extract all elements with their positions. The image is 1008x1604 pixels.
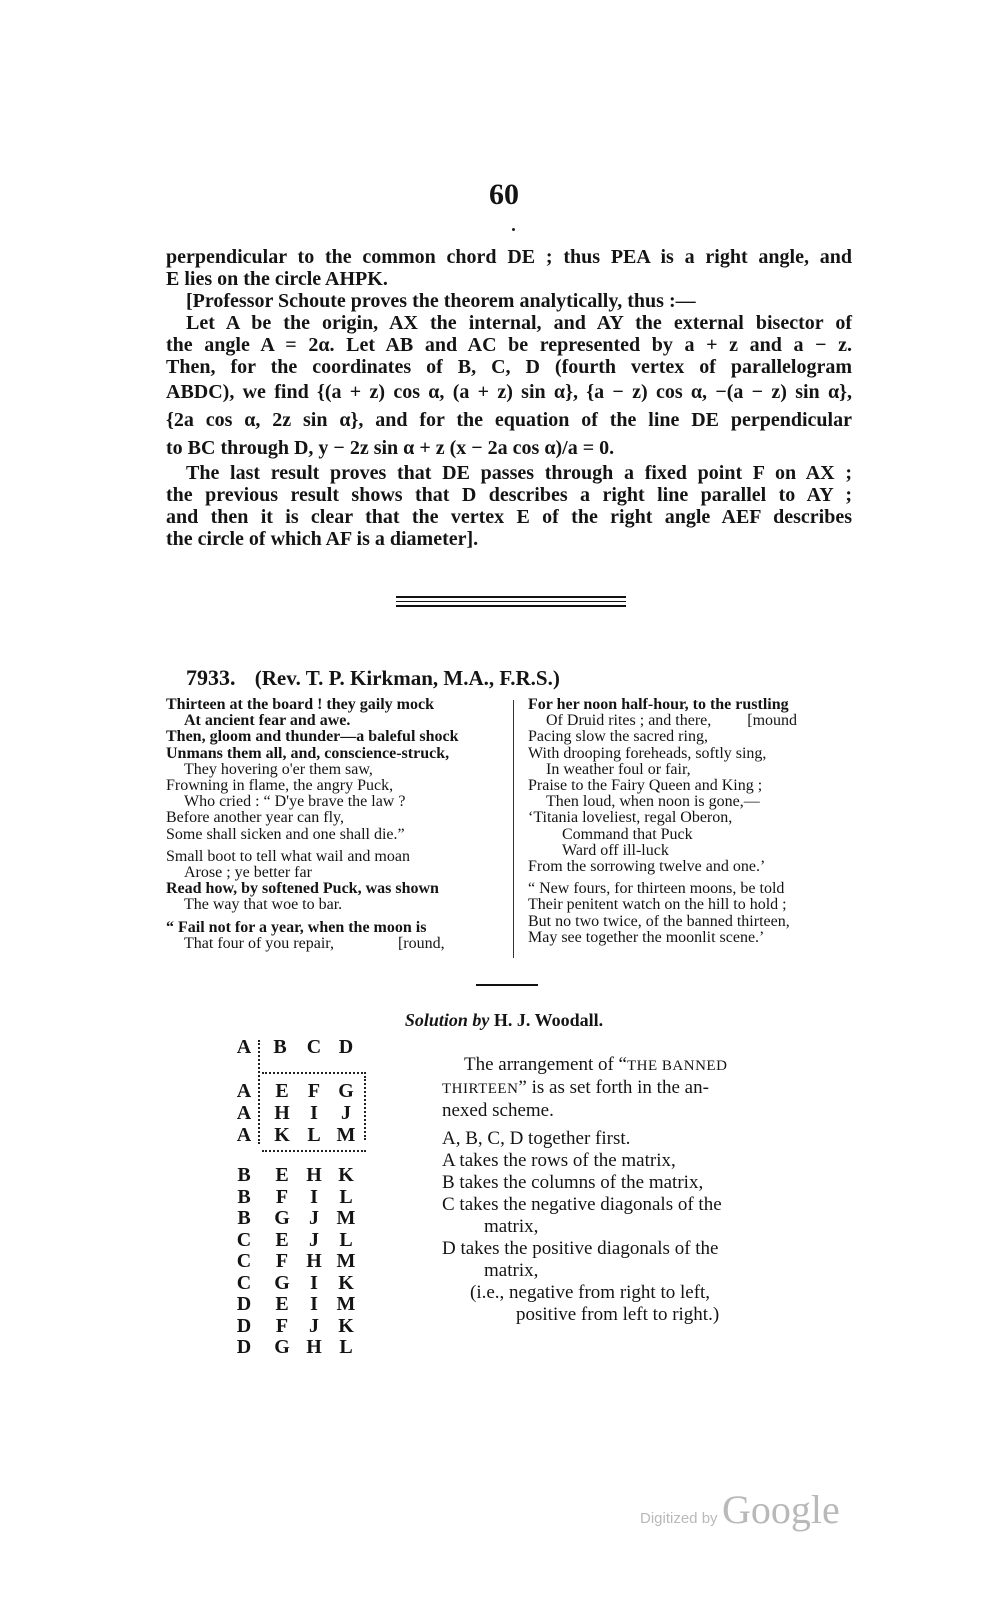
poem-line: They hovering o'er them saw, [184,760,373,778]
intro-text: The arrangement of “ [464,1054,627,1075]
watermark-logo-text: Google [722,1487,840,1532]
poem-line: Some shall sicken and one shall die.” [166,825,405,843]
short-rule [476,984,538,986]
poem-line: Arose ; ye better far [184,864,312,882]
prose-line: the previous result shows that D describes a right line parallel to AY ; [166,484,852,506]
poem-line: Ward off ill-luck [562,841,669,859]
scheme-cell: B [237,1164,251,1186]
prose-line: to BC through D, y − 2z sin α + z (x − 2a cos α)/a = 0. [166,437,615,459]
scheme-cell: E [275,1164,289,1186]
poem-line: Who cried : “ D'ye brave the law ? [184,793,406,811]
scheme-cell: H [306,1164,322,1186]
poem-line: Read how, by softened Puck, was shown [166,880,439,898]
poem-line: Of Druid rites ; and there, [mound [546,712,798,730]
scheme-cell: K [338,1164,354,1186]
poem-line: Then loud, when noon is gone,— [546,793,760,811]
scheme-cell: J [309,1207,319,1229]
poem-line: With drooping foreheads, softly sing, [528,744,767,762]
scheme-cell: K [274,1124,290,1146]
poem-line: Small boot to tell what wail and moan [166,847,410,865]
scheme-cell: F [307,1080,321,1102]
intro-smallcaps: THE BANNED [627,1058,728,1074]
matrix-bottom-dots [262,1150,366,1152]
poem-line: Thirteen at the board ! they gaily mock [166,696,434,713]
solution-label: Solution by [404,1010,490,1030]
scheme-cell: B [237,1185,251,1208]
problem-author: (Rev. T. P. Kirkman, M.A., F.R.S.) [254,666,560,690]
scheme-cell: L [339,1228,353,1251]
prose-line: the angle A = 2α. Let AB and AC be represented by a + z and a − z. [166,334,852,356]
scheme-cell: G [274,1207,290,1229]
scheme-cell: J [309,1314,319,1337]
scheme-cell: C [236,1228,252,1251]
scheme-cell: H [274,1102,290,1124]
poem-right-column [528,697,856,946]
explanation-line: B takes the columns of the matrix, [442,1172,704,1193]
prose-line: E lies on the circle AHPK. [166,268,388,290]
poem-line: “ Fail not for a year, when the moon is [166,918,427,936]
scheme-cell: I [310,1271,318,1294]
scheme-cell: G [274,1271,290,1294]
scheme-cell: M [336,1207,356,1229]
explanation-line: A takes the rows of the matrix, [442,1150,676,1171]
scheme-cell: D [236,1293,252,1315]
poem-line: Unmans them all, and, conscience-struck, [166,744,450,762]
scheme-cell: E [275,1080,289,1102]
scheme-cell: E [275,1293,289,1315]
scheme-cell: D [236,1314,252,1337]
prose-line: Let A be the origin, AX the internal, and AY the external bisector of [186,312,852,334]
page-mark [512,228,515,231]
problem-number: 7933. [186,665,236,690]
poem-line: That four of you repair, [round, [184,934,445,952]
poem-line: Then, gloom and thunder—a baleful shock [166,728,459,746]
scheme-cell: B [237,1207,251,1229]
scheme-cell: D [236,1336,252,1358]
scheme-cell: H [306,1336,322,1358]
page-number: 60 [489,178,519,211]
poem-line: “ New fours, for thirteen moons, be told [528,880,785,898]
explanation-line: C takes the negative diagonals of the [442,1194,722,1215]
scheme-cell: L [307,1124,321,1146]
poem-line: But no two twice, of the banned thirteen, [528,912,790,930]
poem-line: From the sorrowing twelve and one.’ [528,858,766,876]
explanation-intro: nexed scheme. [442,1100,554,1121]
explanation-line: (i.e., negative from right to left, [470,1282,711,1303]
explanation-intro [442,1054,792,1077]
solution-heading [0,1010,1008,1031]
prose-line: [Professor Schoute proves the theorem analytically, thus :— [186,290,696,312]
scheme-cell: I [310,1185,318,1208]
scheme-cell: L [339,1185,353,1208]
scheme-cell: J [309,1228,319,1251]
prose-line: The last result proves that DE passes through a fixed point F on AX ; [186,462,852,484]
intro-smallcaps: THIRTEEN [442,1081,519,1097]
scheme-cell: A [236,1124,252,1146]
scheme-cell: E [275,1228,289,1251]
scheme-cell: G [338,1080,354,1102]
poem-line: May see together the moonlit scene.’ [528,928,765,946]
explanation-line: positive from left to right.) [516,1304,720,1325]
explanation-line: matrix, [484,1216,539,1237]
scheme-cell: A [236,1036,252,1058]
prose-line: the circle of which AF is a diameter]. [166,528,479,550]
scheme-cell: C [306,1036,322,1058]
scheme-cell: H [306,1250,322,1272]
prose-paragraph [166,246,852,550]
scheme-cell: J [341,1102,351,1124]
scheme-cell: K [338,1314,354,1337]
poem-line: Frowning in flame, the angry Puck, [166,777,394,795]
prose-line: ABDC), we find {(a + z) cos α, (a + z) sin α}, {a − z) cos α, −(a − z) sin α}, [166,381,852,403]
poem-line: ‘Titania loveliest, regal Oberon, [528,809,733,827]
poem-left-column [166,697,496,952]
matrix-left-dots [258,1040,260,1144]
scheme-cell: A [236,1080,252,1102]
scheme-cell: M [336,1250,356,1272]
explanation-line: D takes the positive diagonals of the [442,1238,719,1259]
scheme-cell: A [236,1102,252,1124]
scheme-cell: F [275,1314,289,1337]
scheme-cell: I [310,1293,318,1315]
poem-line: For her noon half-hour, to the rustling [528,696,789,713]
scheme-cell: C [236,1250,252,1272]
column-divider [513,700,514,958]
prose-line: and then it is clear that the vertex E of the right angle AEF describes [166,506,852,528]
solution-author: H. J. Woodall. [493,1010,604,1030]
scheme-cell: C [236,1271,252,1294]
scheme-cell: M [336,1124,356,1146]
scheme-cell: B [273,1036,287,1058]
scheme-cell: M [336,1293,356,1315]
poem-line: Their penitent watch on the hill to hold ; [528,896,787,914]
scheme-cell: L [339,1336,353,1358]
poem-line: Praise to the Fairy Queen and King ; [528,777,763,795]
explanation-line: matrix, [484,1260,539,1281]
solution-explanation [442,1054,792,1326]
poem-line: Command that Puck [562,825,693,843]
poem-line: Pacing slow the sacred ring, [528,728,708,746]
problem-heading [186,665,560,691]
prose-line: {2a cos α, 2z sin α}, and for the equation of the line DE perpendicular [166,409,852,431]
digitized-watermark [640,1486,840,1533]
scheme-cell: I [310,1102,318,1124]
poem-line: The way that woe to bar. [184,896,343,914]
scheme-cell: F [275,1250,289,1272]
prose-line: perpendicular to the common chord DE ; thus PEA is a right angle, and [166,246,852,268]
poem-line: Before another year can fly, [166,809,344,827]
poem-line: In weather foul or fair, [546,760,691,778]
explanation-line: A, B, C, D together first. [442,1128,631,1149]
scheme-cell: K [338,1271,354,1294]
explanation-intro [442,1077,792,1100]
scheme-cell: F [275,1185,289,1208]
scheme-cell: G [274,1336,290,1358]
matrix-right-dots [364,1076,366,1140]
prose-line: Then, for the coordinates of B, C, D (fourth vertex of parallelogram [166,356,852,378]
intro-text: ” is as set forth in the an- [518,1077,709,1098]
watermark-small-text: Digitized by [640,1510,718,1527]
scheme-cell: D [338,1036,354,1058]
matrix-top-dots [262,1072,366,1074]
poem-line: At ancient fear and awe. [184,712,351,730]
section-divider [396,596,626,610]
